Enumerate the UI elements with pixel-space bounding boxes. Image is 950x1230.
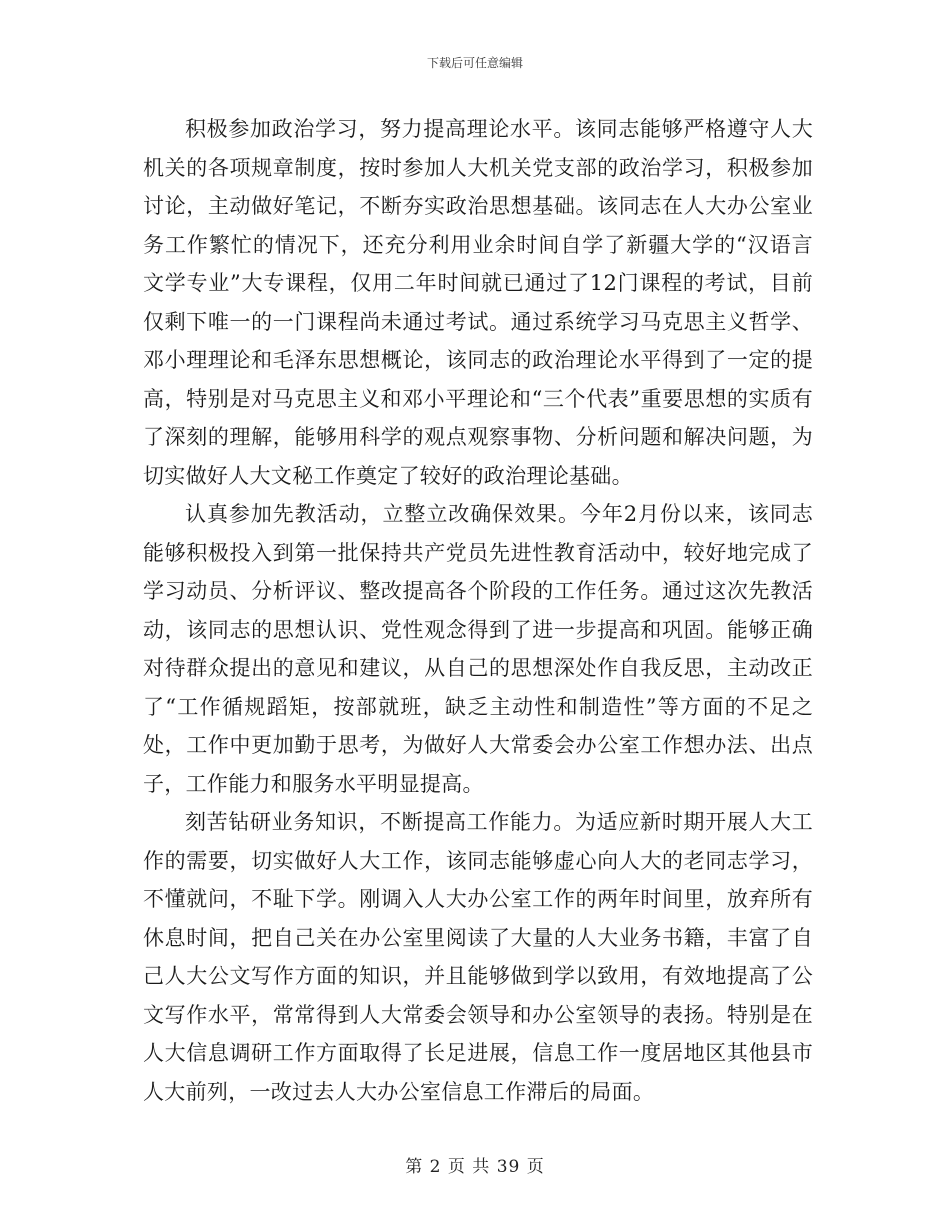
page-number-footer: 第 2 页 共 39 页 [405, 1157, 545, 1177]
page-header: 下载后可任意编辑 [426, 56, 523, 70]
paragraph-education-activity: 认真参加先教活动，立整立改确保效果。今年2月份以来，该同志能够积极投入到第一批保持共产党员先进性教育活动中，较好地完成了学习动员、分析评议、整改提高各个阶段的工作任务。通过这次先教活动，该同志的思想认识、党性观念得到了进一步提高和巩固。能够正确对待群众提出的意见和建议，从自己的思想深处作自我反思，主动改正了“工作循规蹈矩，按部就班，缺乏主动性和制造性”等方面的不足之处，工作中更加勤于思考，为做好人大常委会办公室工作想办法、出点子，工作能力和服务水平明显提高。 [143, 502, 813, 796]
paragraph-political-study: 积极参加政治学习，努力提高理论水平。该同志能够严格遵守人大机关的各项规章制度，按时参加人大机关党支部的政治学习，积极参加讨论，主动做好笔记，不断夯实政治思想基础。该同志在人大办公室业务工作繁忙的情况下，还充分利用业余时间自学了新疆大学的“汉语言文学专业”大专课程，仅用二年时间就已通过了12门课程的考试，目前仅剩下唯一的一门课程尚未通过考试。通过系统学习马克思主义哲学、邓小理理论和毛泽东思想概论，该同志的政治理论水平得到了一定的提高，特别是对马克思主义和邓小平理论和“三个代表”重要思想的实质有了深刻的理解，能够用科学的观点观察事物、分析问题和解决问题，为切实做好人大文秘工作奠定了较好的政治理论基础。 [143, 117, 813, 488]
paragraph-professional-knowledge: 刻苦钻研业务知识，不断提高工作能力。为适应新时期开展人大工作的需要，切实做好人大工作，该同志能够虚心向人大的老同志学习，不懂就问，不耻下学。刚调入人大办公室工作的两年时间里，放弃所有休息时间，把自己关在办公室里阅读了大量的人大业务书籍，丰富了自己人大公文写作方面的知识，并且能够做到学以致用，有效地提高了公文写作水平，常常得到人大常委会领导和办公室领导的表扬。特别是在人大信息调研工作方面取得了长足进展，信息工作一度居地区其他县市人大前列，一改过去人大办公室信息工作滞后的局面。 [143, 810, 813, 1104]
document-body [143, 110, 813, 1111]
